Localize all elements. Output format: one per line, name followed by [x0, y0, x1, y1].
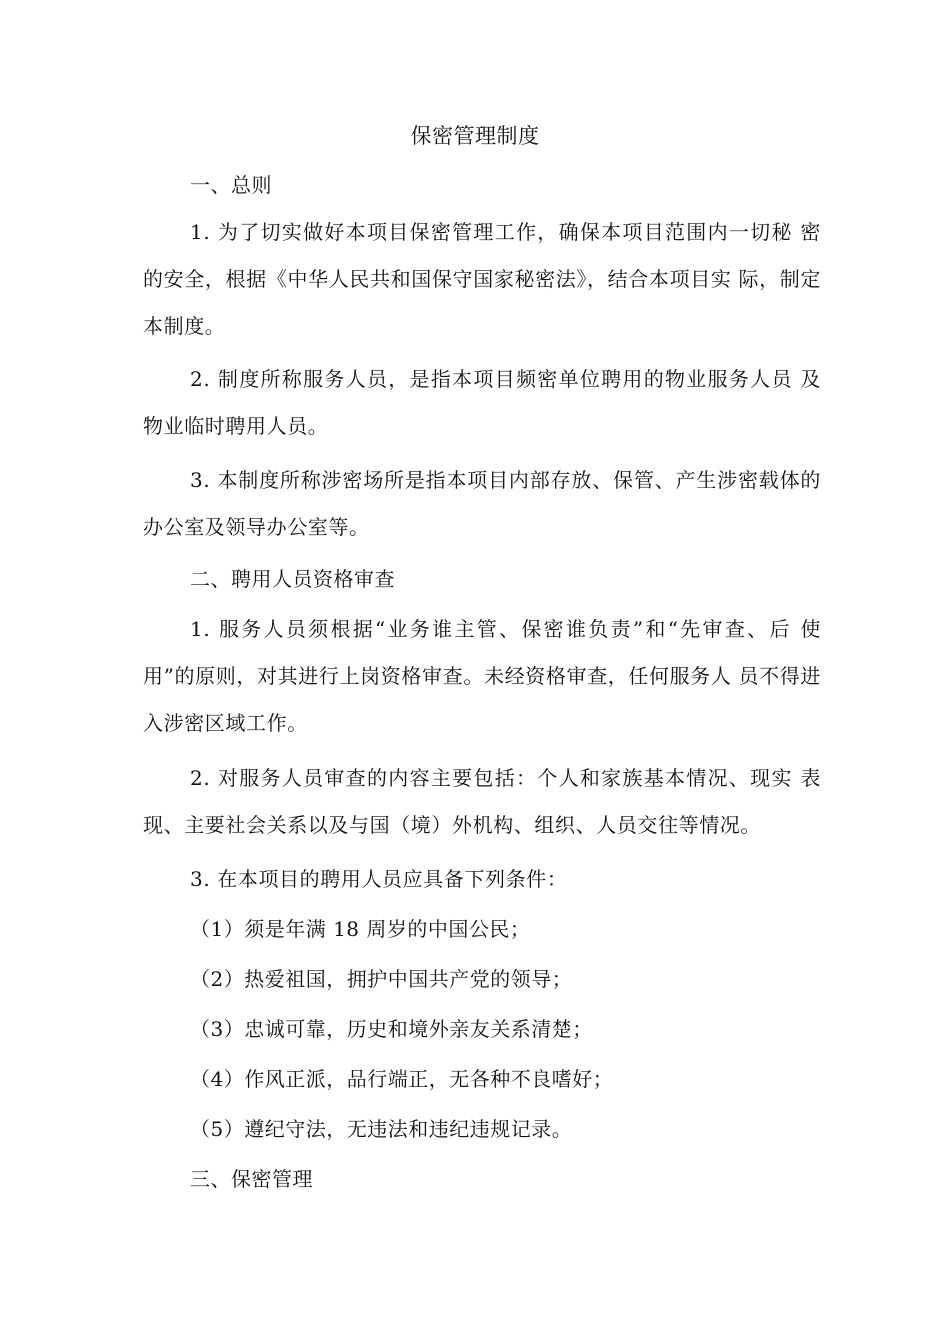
section-heading-confidentiality: 三、保密管理	[190, 1167, 313, 1191]
paragraph-general-1: 1. 为了切实做好本项目保密管理工作，确保本项目范围内一切秘 密的安全，根据《中华人民共和国保守国家秘密法》，结合本项目实 际，制定本制度。	[143, 220, 821, 338]
section-heading-general: 一、总则	[190, 173, 272, 197]
paragraph-general-3: 3. 本制度所称涉密场所是指本项目内部存放、保管、产生涉密载体的办公室及领导办公室等。	[143, 468, 821, 539]
document-title: 保密管理制度	[410, 124, 540, 148]
paragraph-qualification-3: 3. 在本项目的聘用人员应具备下列条件：	[190, 867, 568, 891]
paragraph-qualification-2: 2. 对服务人员审查的内容主要包括：个人和家族基本情况、现实 表现、主要社会关系以及与国（境）外机构、组织、人员交往等情况。	[143, 766, 821, 837]
condition-item-3: （3）忠诚可靠，历史和境外亲友关系清楚；	[190, 1017, 593, 1041]
condition-item-1: （1）须是年满 18 周岁的中国公民；	[190, 917, 531, 941]
condition-item-2: （2）热爱祖国，拥护中国共产党的领导；	[190, 967, 573, 991]
condition-item-5: （5）遵纪守法，无违法和违纪违规记录。	[190, 1117, 573, 1141]
paragraph-general-2: 2. 制度所称服务人员，是指本项目频密单位聘用的物业服务人员 及物业临时聘用人员。	[143, 367, 821, 438]
section-heading-qualification: 二、聘用人员资格审查	[190, 567, 395, 591]
condition-item-4: （4）作风正派，品行端正，无各种不良嗜好；	[190, 1067, 614, 1091]
paragraph-qualification-1: 1. 服务人员须根据“业务谁主管、保密谁负责”和“先审查、后 使用”的原则，对其进行上岗资格审查。未经资格审查，任何服务人 员不得进入涉密区域工作。	[143, 617, 821, 735]
